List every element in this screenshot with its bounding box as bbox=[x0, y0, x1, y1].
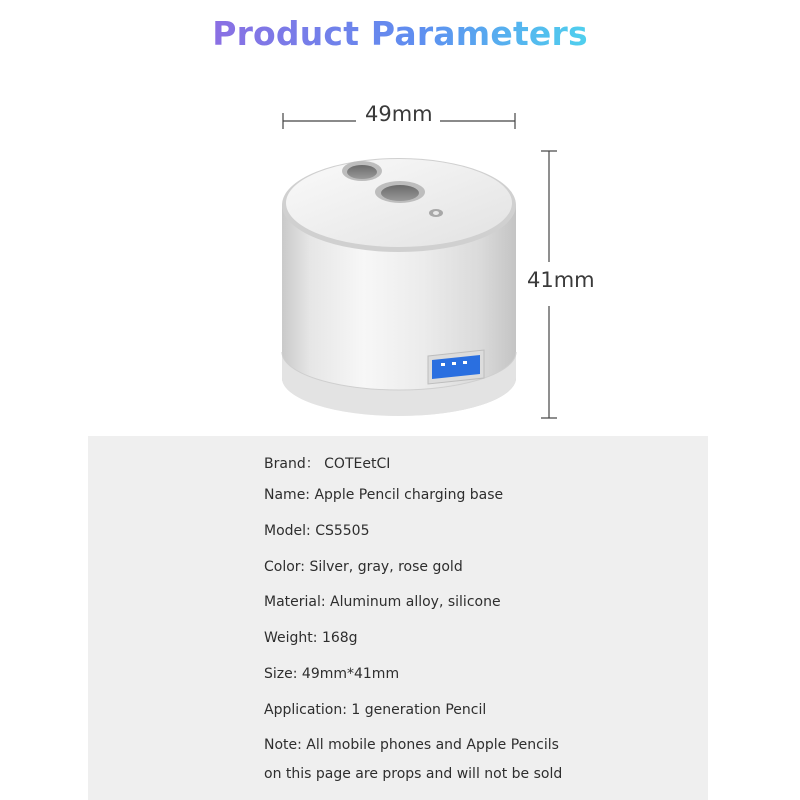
spec-application: Application: 1 generation Pencil bbox=[264, 702, 487, 718]
spec-note-line-2: on this page are props and will not be sold bbox=[264, 766, 563, 782]
spec-model: Model: CS5505 bbox=[264, 523, 370, 539]
spec-color: Color: Silver, gray, rose gold bbox=[264, 559, 463, 575]
usb-port-icon bbox=[428, 350, 484, 384]
spec-panel bbox=[88, 436, 708, 800]
spec-brand: Brand： COTEetCI bbox=[264, 456, 391, 472]
spec-name: Name: Apple Pencil charging base bbox=[264, 487, 504, 503]
spec-size: Size: 49mm*41mm bbox=[264, 666, 400, 682]
spec-weight: Weight: 168g bbox=[264, 630, 358, 646]
spec-note-line-1: Note: All mobile phones and Apple Pencils bbox=[264, 737, 559, 753]
page-title: Product Parameters bbox=[212, 14, 588, 53]
height-dimension-label: 41mm bbox=[527, 268, 595, 292]
width-dimension-label: 49mm bbox=[365, 102, 433, 126]
spec-material: Material: Aluminum alloy, silicone bbox=[264, 594, 501, 610]
